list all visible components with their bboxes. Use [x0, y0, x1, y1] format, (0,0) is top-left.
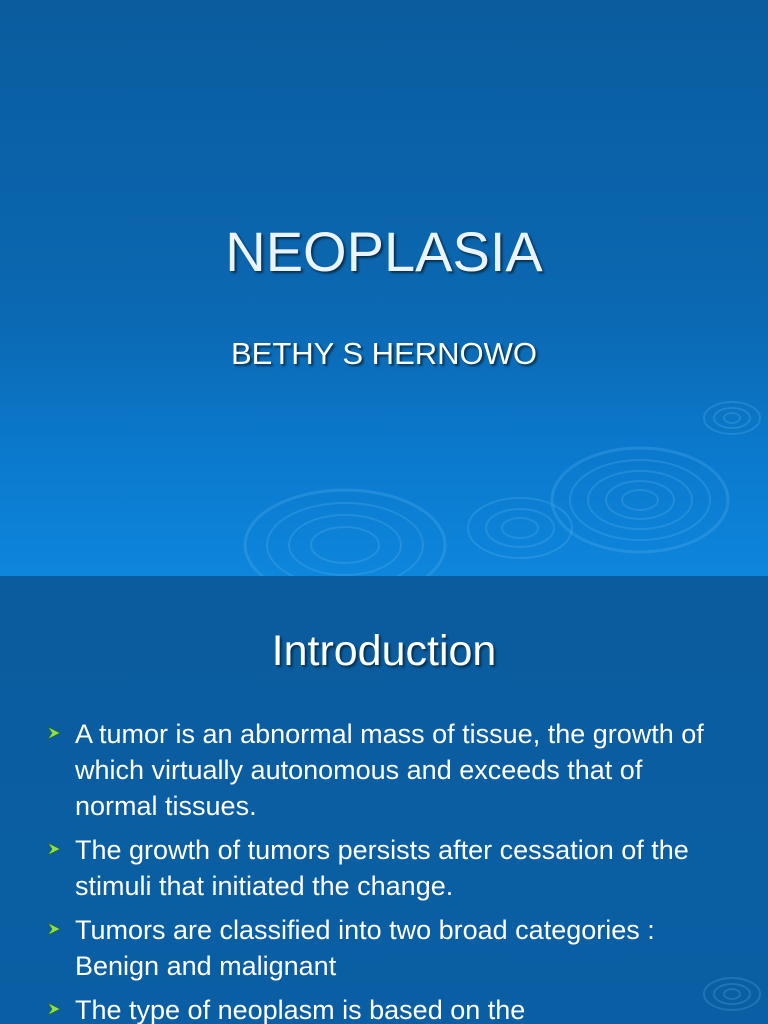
arrowhead-bullet-icon: [46, 1001, 62, 1017]
list-item: [46, 992, 726, 1024]
bullet-text: The type of neoplasm is based on the: [75, 995, 526, 1024]
arrowhead-bullet-icon: [46, 841, 62, 857]
bullet-list: [46, 716, 726, 1024]
slide-title: NEOPLASIA: [225, 220, 543, 283]
slide-heading: Introduction: [271, 627, 497, 675]
introduction-slide: [0, 576, 768, 1024]
list-item: [46, 832, 726, 904]
slide-subtitle: BETHY S HERNOWO: [230, 336, 538, 371]
arrowhead-bullet-icon: [46, 725, 62, 741]
bullet-text: The growth of tumors persists after cessation of the stimuli that initiated the change.: [75, 835, 689, 901]
list-item: [46, 716, 726, 824]
arrowhead-bullet-icon: [46, 921, 62, 937]
bullet-text: A tumor is an abnormal mass of tissue, the growth of which virtually autonomous and exceeds that of normal tissues.: [75, 719, 704, 821]
bullet-text: Tumors are classified into two broad categories : Benign and malignant: [75, 915, 655, 981]
list-item: [46, 912, 726, 984]
